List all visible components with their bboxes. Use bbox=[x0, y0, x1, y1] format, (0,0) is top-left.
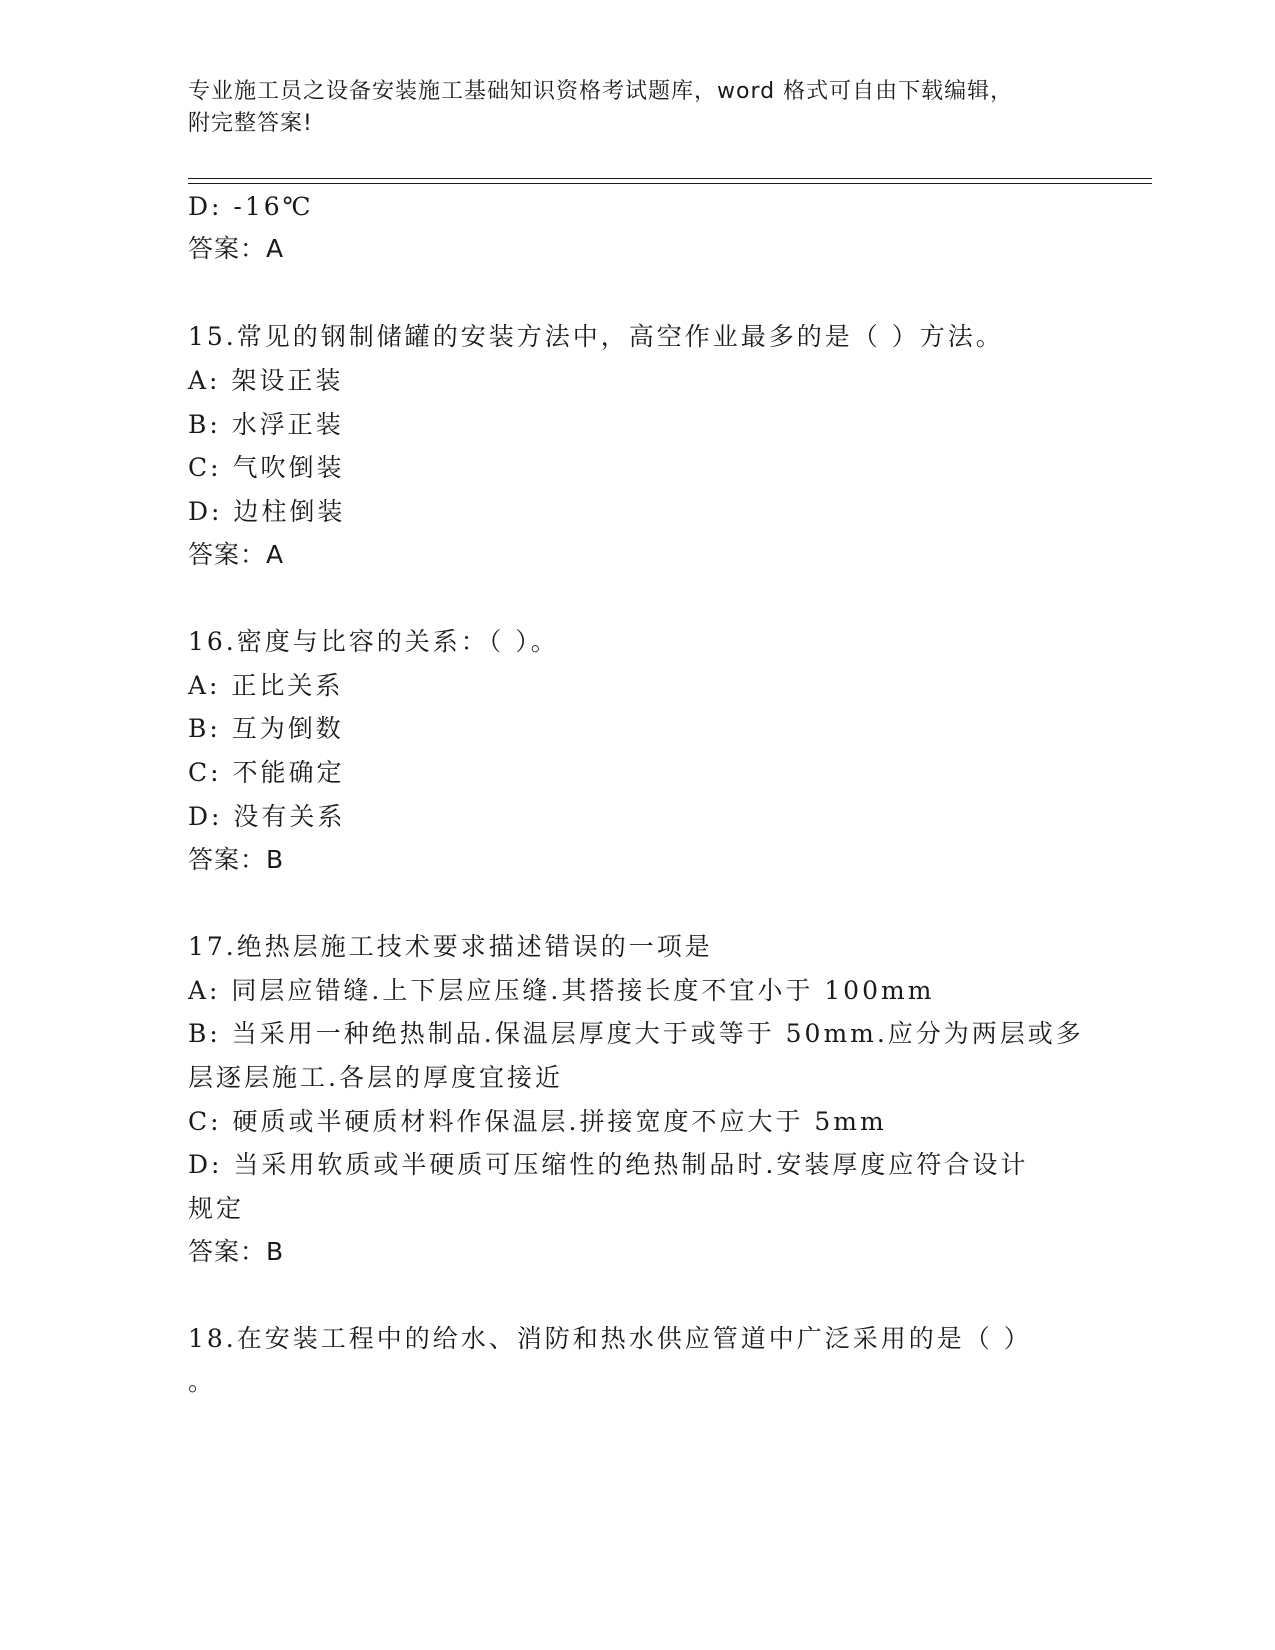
answer: 答案：A bbox=[188, 234, 285, 263]
option-a: A: 正比关系 bbox=[188, 671, 344, 700]
option-d: D: 没有关系 bbox=[188, 802, 346, 831]
header-divider-bottom bbox=[188, 183, 1152, 184]
answer: 答案：B bbox=[188, 845, 285, 874]
option-c: C: 硬质或半硬质材料作保温层.拼接宽度不应大于 5mm bbox=[188, 1107, 887, 1136]
option-d: D: 当采用软质或半硬质可压缩性的绝热制品时.安装厚度应符合设计 bbox=[188, 1150, 1029, 1179]
option-c: C: 不能确定 bbox=[188, 758, 345, 787]
header-divider-top bbox=[188, 178, 1152, 179]
header-line-1: 专业施工员之设备安装施工基础知识资格考试题库，word 格式可自由下载编辑， bbox=[188, 79, 1014, 104]
answer: 答案：B bbox=[188, 1237, 285, 1266]
option-a: A: 架设正装 bbox=[188, 366, 344, 395]
option-d: D: -16℃ bbox=[188, 192, 314, 221]
option-a: A: 同层应错缝.上下层应压缝.其搭接长度不宜小于 100mm bbox=[188, 976, 935, 1005]
question-16: 16.密度与比容的关系：（ ）。 bbox=[188, 627, 559, 656]
option-d: D: 边柱倒装 bbox=[188, 497, 346, 526]
answer: 答案：A bbox=[188, 540, 285, 569]
option-b: B: 水浮正装 bbox=[188, 410, 344, 439]
option-d-continued: 规定 bbox=[188, 1194, 245, 1223]
question-17: 17.绝热层施工技术要求描述错误的一项是 bbox=[188, 932, 713, 961]
question-15: 15.常见的钢制储罐的安装方法中，高空作业最多的是（ ）方法。 bbox=[188, 322, 1004, 351]
option-b-continued: 层逐层施工.各层的厚度宜接近 bbox=[188, 1063, 563, 1092]
option-b: B: 互为倒数 bbox=[188, 714, 344, 743]
option-c: C: 气吹倒装 bbox=[188, 453, 345, 482]
option-b: B: 当采用一种绝热制品.保温层厚度大于或等于 50mm.应分为两层或多 bbox=[188, 1019, 1084, 1048]
question-18: 18.在安装工程中的给水、消防和热水供应管道中广泛采用的是（ ） bbox=[188, 1324, 1032, 1353]
document-header bbox=[188, 76, 1088, 140]
question-18-continued: 。 bbox=[188, 1367, 217, 1396]
header-line-2: 附完整答案! bbox=[188, 111, 313, 136]
